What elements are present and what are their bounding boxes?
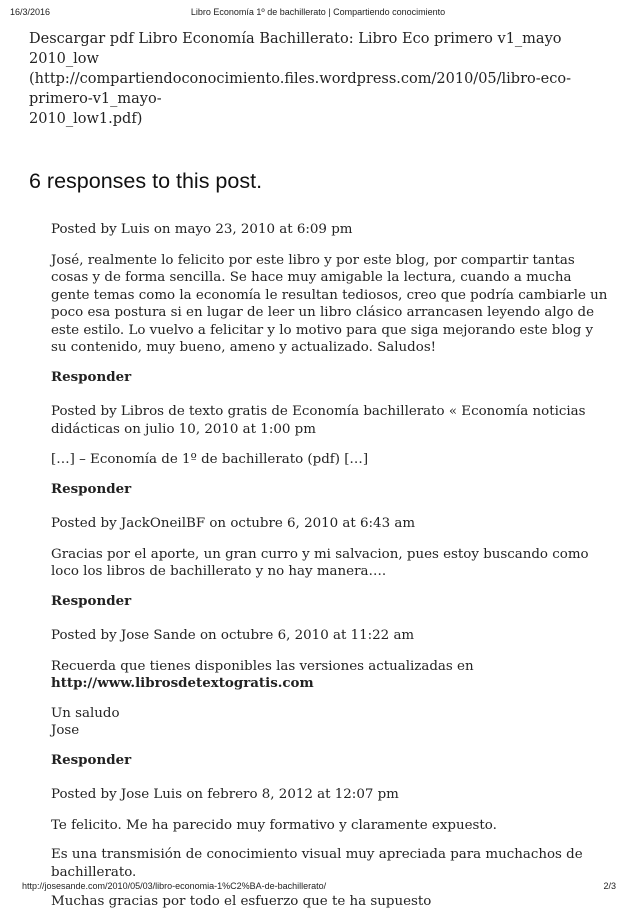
print-footer bbox=[22, 881, 616, 895]
comment-meta: Posted by Jose Sande on octubre 6, 2010 at 11:22 am bbox=[51, 628, 415, 643]
comment-item bbox=[51, 403, 610, 498]
comment-meta: Posted by Luis on mayo 23, 2010 at 6:09 pm bbox=[51, 222, 353, 237]
comment-item bbox=[51, 515, 610, 610]
comment-body: Muchas gracias por todo el esfuerzo que te ha supuesto bbox=[51, 894, 432, 909]
comment-signature bbox=[51, 705, 610, 740]
reply-link[interactable]: Responder bbox=[51, 751, 132, 768]
comment-body: Gracias por el aporte, un gran curro y mi salvacion, pues estoy buscando como loco los libros de bachillerato y no hay manera…. bbox=[51, 546, 589, 579]
responses-heading: 6 responses to this post. bbox=[29, 169, 263, 193]
comment-body: […] – Economía de 1º de bachillerato (pdf) […] bbox=[51, 452, 369, 467]
print-header bbox=[10, 7, 626, 21]
download-link[interactable]: (http://compartiendoconocimiento.files.wordpress.com/2010/05/libro-eco-primero-v1_mayo- bbox=[29, 71, 571, 107]
comment-body: Es una transmisión de conocimiento visual muy apreciada para muchachos de bachillerato. bbox=[51, 847, 583, 880]
print-url: http://josesande.com/2010/05/03/libro-economia-1%C2%BA-de-bachillerato/ bbox=[22, 881, 327, 891]
download-paragraph bbox=[29, 29, 610, 129]
website-link[interactable]: http://www.librosdetextogratis.com bbox=[51, 675, 314, 691]
reply-link[interactable]: Responder bbox=[51, 592, 132, 609]
page-number: 2/3 bbox=[603, 881, 616, 891]
comment-meta: Posted by JackOneilBF on octubre 6, 2010 at 6:43 am bbox=[51, 516, 416, 531]
comment-meta: Posted by Jose Luis on febrero 8, 2012 at 12:07 pm bbox=[51, 787, 399, 802]
reply-link[interactable]: Responder bbox=[51, 368, 132, 385]
download-line-1: Descargar pdf Libro Economía Bachillerato: Libro Eco primero v1_mayo 2010_low bbox=[29, 31, 562, 67]
comment-body bbox=[51, 658, 610, 693]
reply-link[interactable]: Responder bbox=[51, 480, 132, 497]
comment-body-text: Recuerda que tienes disponibles las versiones actualizadas en bbox=[51, 658, 474, 674]
comment-list bbox=[51, 221, 610, 911]
download-link-cont[interactable]: 2010_low1.pdf) bbox=[29, 111, 143, 127]
signature-greeting: Un saludo bbox=[51, 705, 120, 721]
page-content bbox=[29, 29, 610, 923]
comment-item bbox=[51, 221, 610, 386]
signature-name: Jose bbox=[51, 723, 80, 738]
comment-meta[interactable]: Posted by Libros de texto gratis de Economía bachillerato « Economía noticias didácticas on julio 10, 2010 at 1:00 pm bbox=[51, 404, 586, 437]
comment-item bbox=[51, 627, 610, 769]
print-date: 16/3/2016 bbox=[10, 7, 51, 17]
comment-body: José, realmente lo felicito por este libro y por este blog, por compartir tantas cosas y de forma sencilla. Se hace muy amigable la lectura, cuando a mucha gente temas como la economía le resultan tediosos, creo que podría cambiarle un poco esa postura si en lugar de leer un libro clásico arrancasen leyendo algo de este estilo. Lo vuelvo a felicitar y lo motivo para que siga mejorando este blog y su contenido, muy bueno, ameno y actualizado. Saludos! bbox=[51, 252, 608, 355]
comment-body: Te felicito. Me ha parecido muy formativo y claramente expuesto. bbox=[51, 817, 497, 833]
print-page-title: Libro Economía 1º de bachillerato | Compartiendo conocimiento bbox=[190, 7, 446, 17]
